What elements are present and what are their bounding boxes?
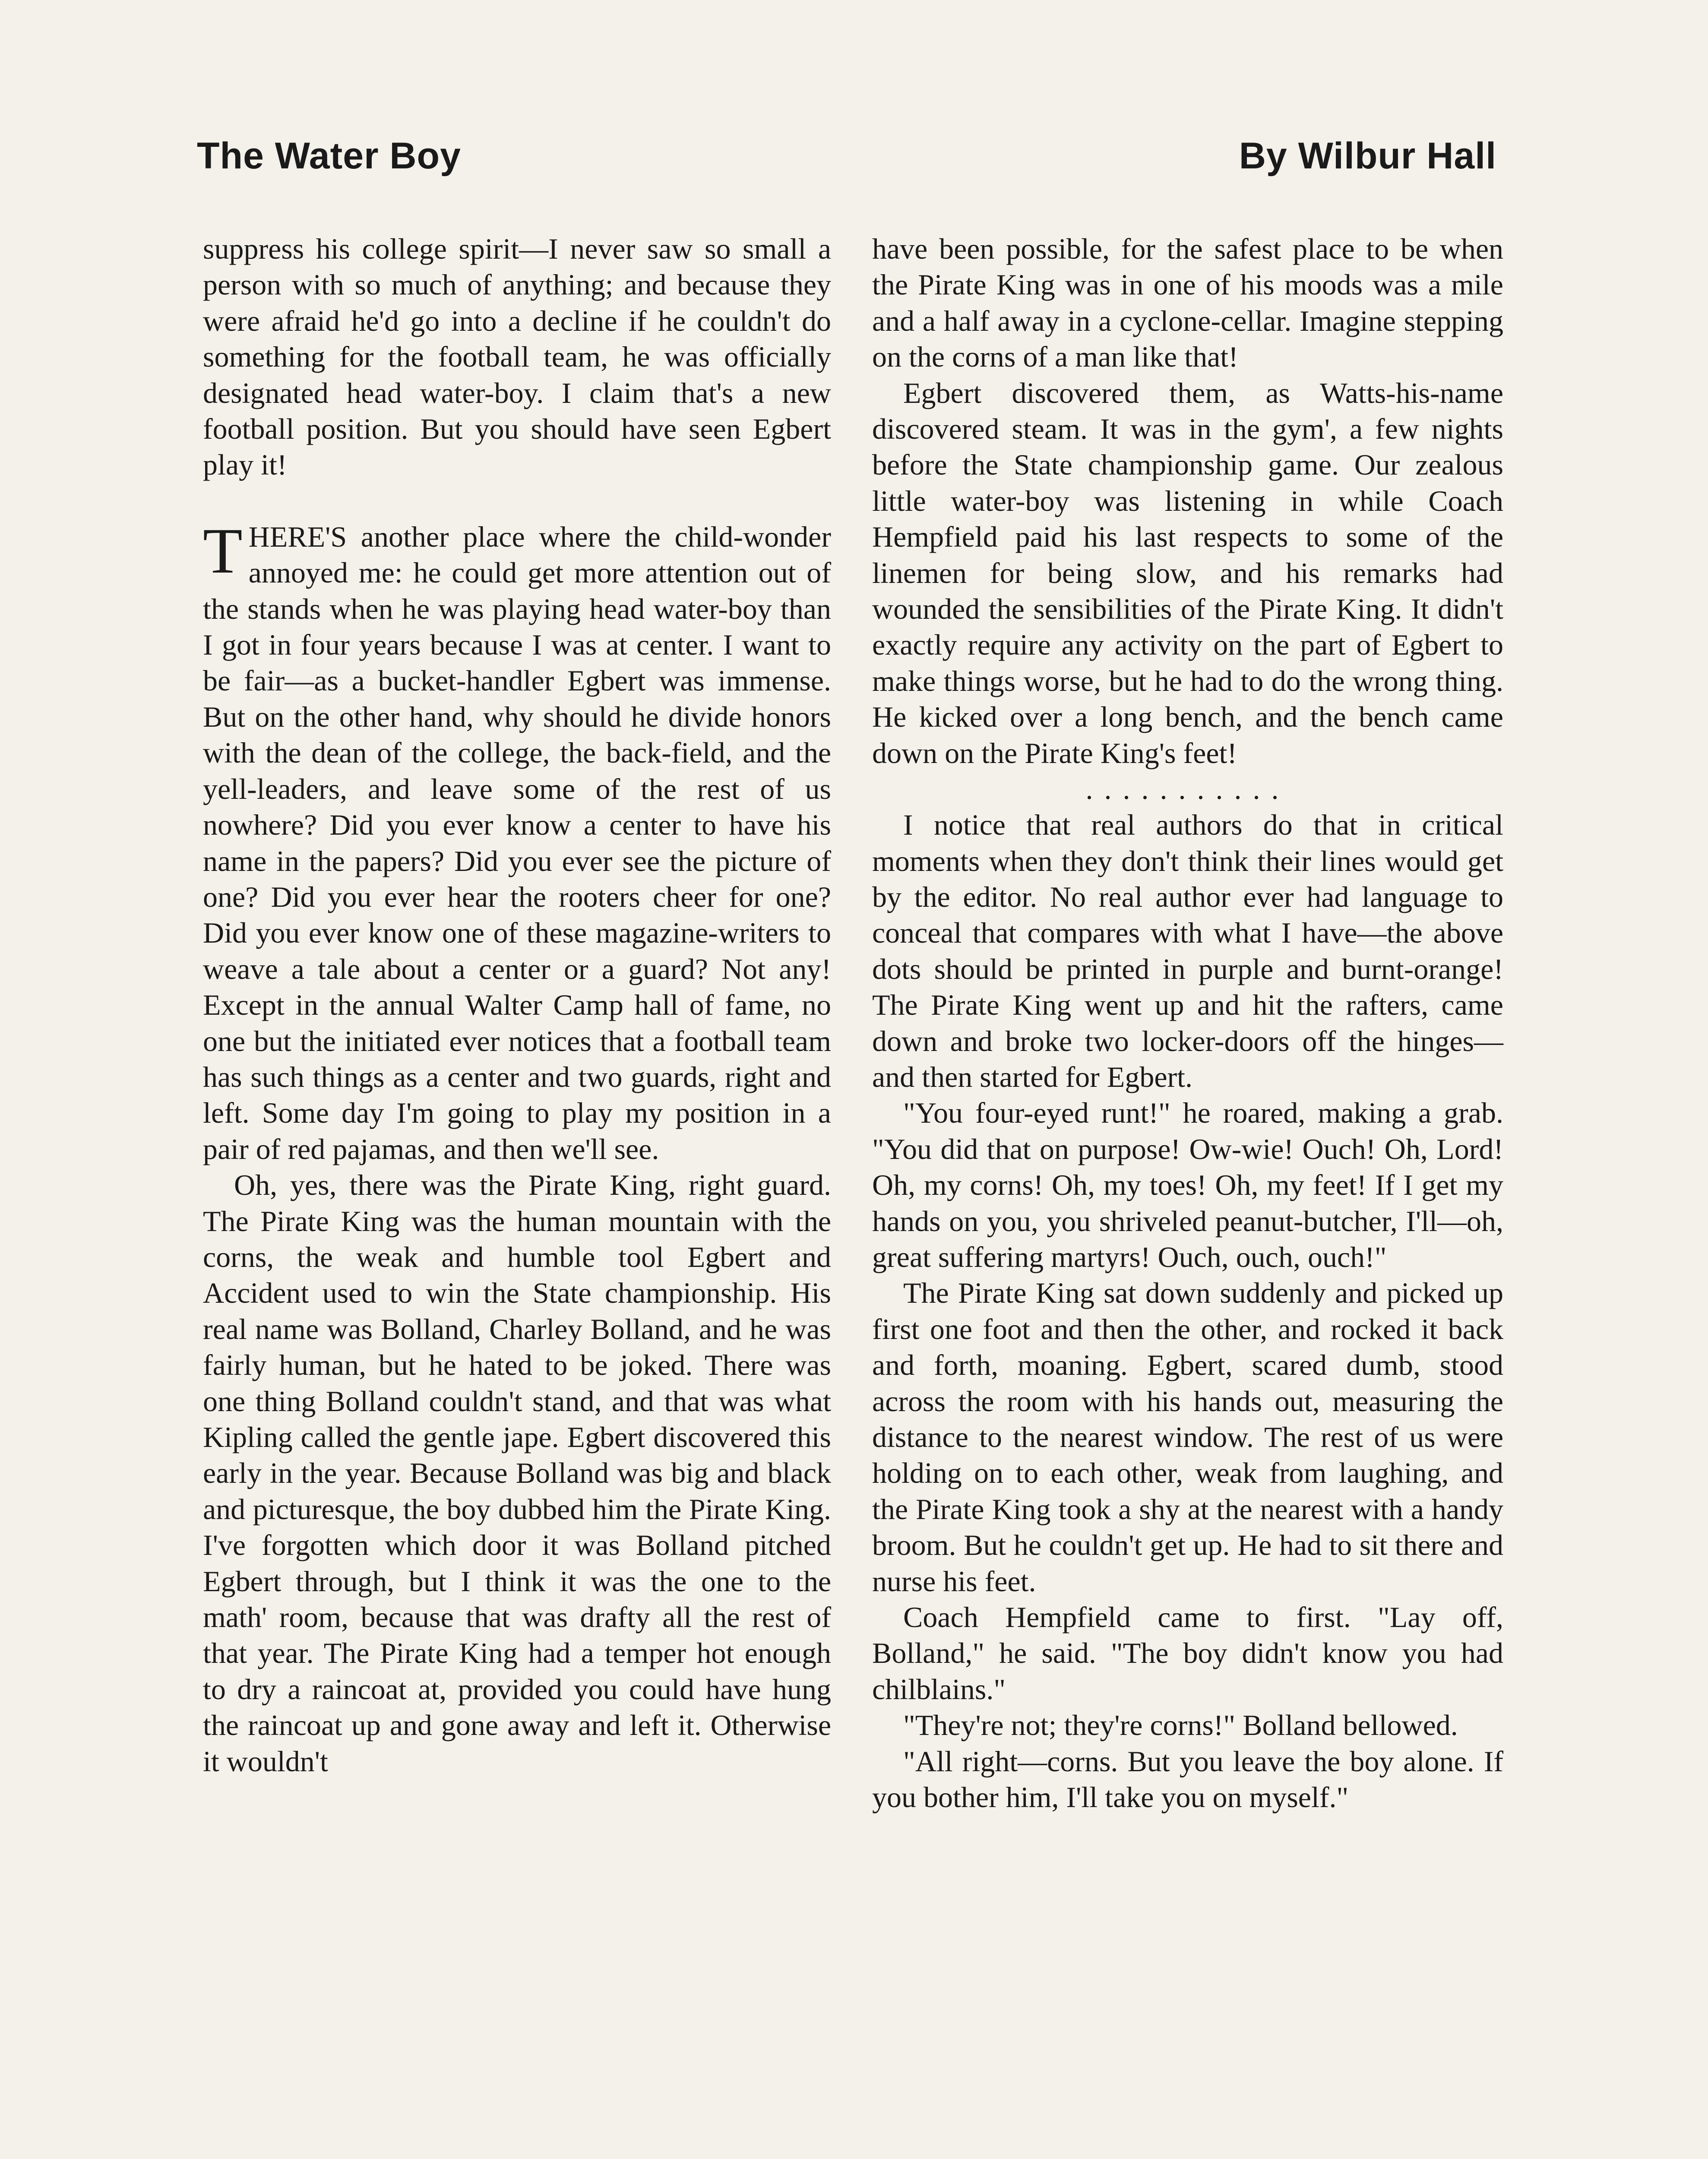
paragraph: have been possible, for the safest place to be when the Pirate King was in one of his moods was a mile and a half away in a cyclone-cellar. Imagine stepping on the corns of a man like that! <box>872 232 1503 374</box>
paragraph: suppress his college spirit—I never saw so small a person with so much of anything; and because they were afraid he'd go into a decline if he couldn't do something for the football team, he was officially designated head water-boy. I claim that's a new football position. But you should have seen Egbert play it! <box>203 232 831 481</box>
paragraph: Egbert discovered them, as Watts-his-name discovered steam. It was in the gym', a few nights before the State championship game. Our zealous little water-boy was listening in while Coach Hempfield paid his last respects to some of the linemen for being slow, and his remarks had wounded the sensibilities of the Pirate King. It didn't exactly require any activity on the part of Egbert to make things worse, but he had to do the wrong thing. He kicked over a long bench, and the bench came down on the Pirate King's feet! <box>872 376 1503 769</box>
left-text-column <box>203 231 831 1779</box>
paragraph: I notice that real authors do that in critical moments when they don't think their lines would get by the editor. No real author ever had language to conceal that compares with what I have—the above dots should be printed in purple and burnt-orange! The Pirate King went up and hit the rafters, came down and broke two locker-doors off the hinges—and then started for Egbert. <box>872 808 1503 1093</box>
paragraph: Coach Hempfield came to first. "Lay off, Bolland," he said. "The boy didn't know you had chilblains." <box>872 1601 1503 1706</box>
paragraph: The Pirate King sat down suddenly and picked up first one foot and then the other, and rocked it back and forth, moaning. Egbert, scared dumb, stood across the room with his hands out, measuring the distance to the nearest window. The rest of us were holding on to each other, weak from laughing, and the Pirate King took a shy at the nearest with a handy broom. But he couldn't get up. He had to sit there and nurse his feet. <box>872 1276 1503 1598</box>
drop-cap: T <box>203 515 243 587</box>
right-text-column <box>872 231 1503 1815</box>
paragraph: "You four-eyed runt!" he roared, making a grab. "You did that on purpose! Ow-wie! Ouch! Oh, Lord! Oh, my corns! Oh, my toes! Oh, my feet! If I get my hands on you, you shriveled peanut-butcher, I'll—oh, great suffering martyrs! Ouch, ouch, ouch!" <box>872 1096 1503 1273</box>
paragraph: "All right—corns. But you leave the boy alone. If you bother him, I'll take you on myself." <box>872 1744 1503 1814</box>
author-byline: By Wilbur Hall <box>1239 135 1496 177</box>
paragraph: Oh, yes, there was the Pirate King, right guard. The Pirate King was the human mountain with the corns, the weak and humble tool Egbert and Accident used to win the State championship. His real name was Bolland, Charley Bolland, and he was fairly human, but he hated to be joked. There was one thing Bolland couldn't stand, and that was what Kipling called the gentle jape. Egbert discovered this early in the year. Because Bolland was big and black and picturesque, the boy dubbed him the Pirate King. I've forgotten which door it was Bolland pitched Egbert through, but I think it was the one to the math' room, because that was drafty all the rest of that year. The Pirate King had a temper hot enough to dry a raincoat at, provided you could have hung the raincoat up and gone away and left it. Otherwise it wouldn't <box>203 1168 831 1778</box>
paragraph-section-start <box>203 515 831 1167</box>
dot-ornament: ........... <box>1085 772 1290 806</box>
paragraph: "They're not; they're corns!" Bolland bellowed. <box>903 1709 1458 1742</box>
page-title: The Water Boy <box>197 135 461 177</box>
paragraph-text: HERE'S another place where the child-wonder annoyed me: he could get more attention out of the stands when he was playing head water-boy than I got in four years because I was at center. I want to be fair—as a bucket-handler Egbert was immense. But on the other hand, why should he divide honors with the dean of the college, the back-field, and the yell-leaders, and leave some of the rest of us nowhere? Did you ever know a center to have his name in the papers? Did you ever see the picture of one? Did you ever hear the rooters cheer for one? Did you ever know one of these magazine-writers to weave a tale about a center or a guard? Not any! Except in the annual Walter Camp hall of fame, no one but the initiated ever notices that a football team has such things as a center and two guards, right and left. Some day I'm going to play my position in a pair of red pajamas, and then we'll see. <box>203 520 831 1165</box>
